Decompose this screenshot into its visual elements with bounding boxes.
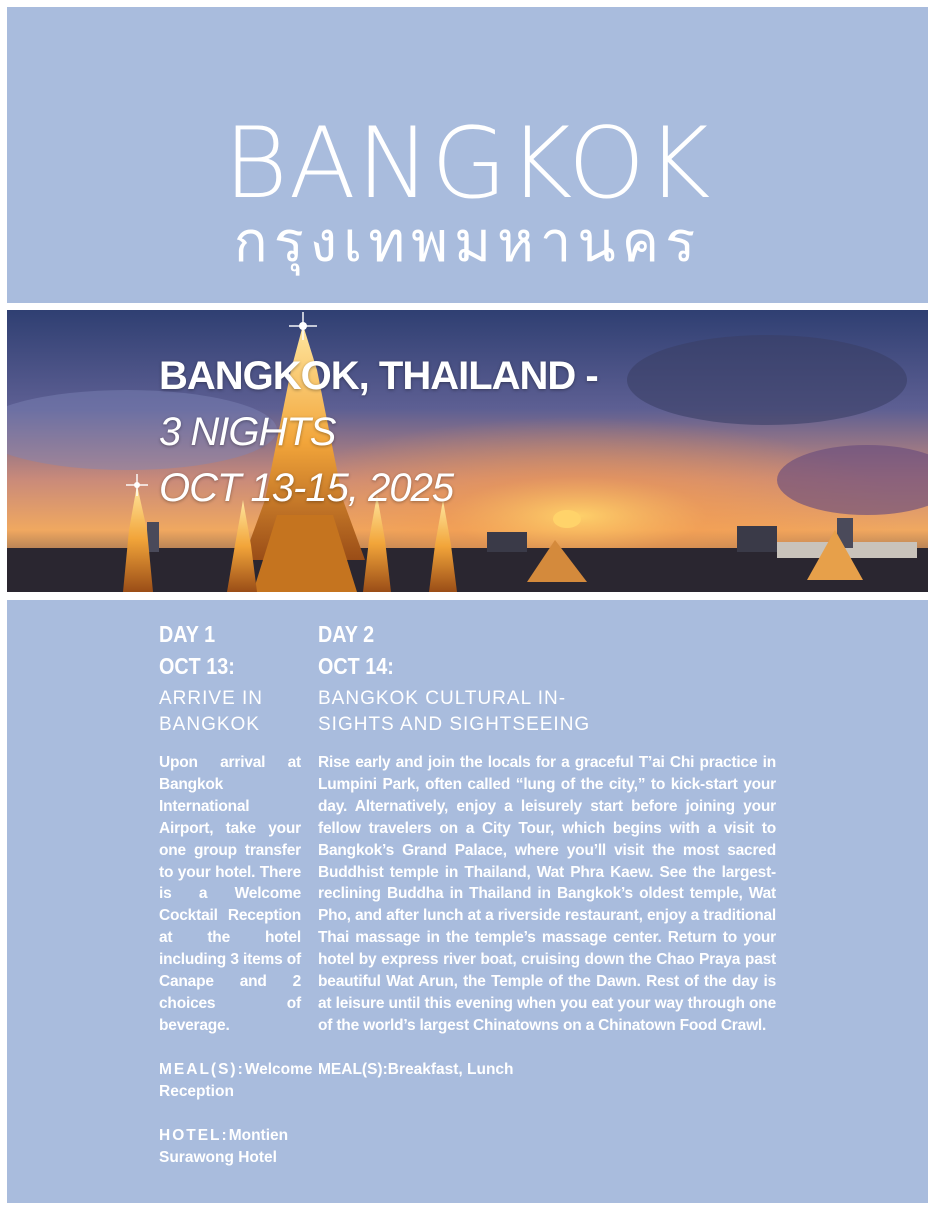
day-description: Rise early and join the locals for a graceful T’ai Chi practice in Lumpini Park, often called “lung of the city,” to kick-start your day. Alternatively, enjoy a leisurely start before joining your fellow travelers on a City Tour, which begins with a visit to Bangkok’s Grand Palace, where you’ll visit the most sacred Buddhist temple in Thailand, Wat Phra Kaew. See the largest-reclining Buddha in Thailand in Bangkok’s oldest temple, Wat Pho, and after lunch at a riverside restaurant, enjoy a traditional Thai massage in the temple’s massage center. Return to your hotel by express river boat, cruising down the Chao Praya past beautiful Wat Arun, the Temple of the Dawn. Rest of the day is at leisure until this evening when you eat your way through one of the world’s largest Chinatowns on a Chinatown Food Crawl. (318, 754, 776, 1034)
meals-label: MEAL(S): (318, 1060, 388, 1078)
trip-title: BANGKOK, THAILAND - (159, 354, 598, 398)
day-meals (159, 1059, 313, 1103)
hotel-value: Montien Surawong Hotel (159, 1126, 289, 1166)
hotel-label: HOTEL: (159, 1126, 229, 1144)
day-2-column (318, 618, 776, 1081)
day-description: Upon arrival at Bangkok International Airport, take your one group transfer to your hotel. There is a Welcome Cocktail Reception at the hotel including 3 items of Canape and 2 choices of beverage. (159, 754, 301, 1034)
page-title: BANGKOK (223, 107, 712, 221)
trip-nights: 3 NIGHTS (159, 410, 336, 454)
meals-value: Breakfast, Lunch (387, 1060, 514, 1078)
day-heading (159, 686, 301, 738)
thai-title: กรุงเทพมหานคร (233, 210, 702, 275)
meals-label: MEAL(S): (159, 1060, 245, 1078)
itinerary-panel (7, 600, 928, 1203)
day-heading-line: BANGKOK CULTURAL IN- (318, 688, 567, 709)
trip-dates: OCT 13-15, 2025 (159, 466, 454, 510)
meals-value: Welcome Reception (159, 1060, 313, 1100)
hero-banner (7, 310, 928, 592)
day-heading-line: BANGKOK (159, 714, 260, 735)
day-heading (318, 686, 776, 738)
header-panel (7, 7, 928, 303)
day-meals (318, 1059, 776, 1081)
day-heading-line: SIGHTS AND SIGHTSEEING (318, 714, 591, 735)
day-date: OCT 13: (159, 653, 235, 679)
day-label: DAY 2 (318, 621, 375, 647)
day-label: DAY 1 (159, 621, 216, 647)
hero-image (7, 310, 928, 592)
day-heading-line: ARRIVE IN (159, 688, 264, 709)
day-hotel (159, 1125, 301, 1169)
day-1-column (159, 618, 313, 1169)
day-date: OCT 14: (318, 653, 394, 679)
